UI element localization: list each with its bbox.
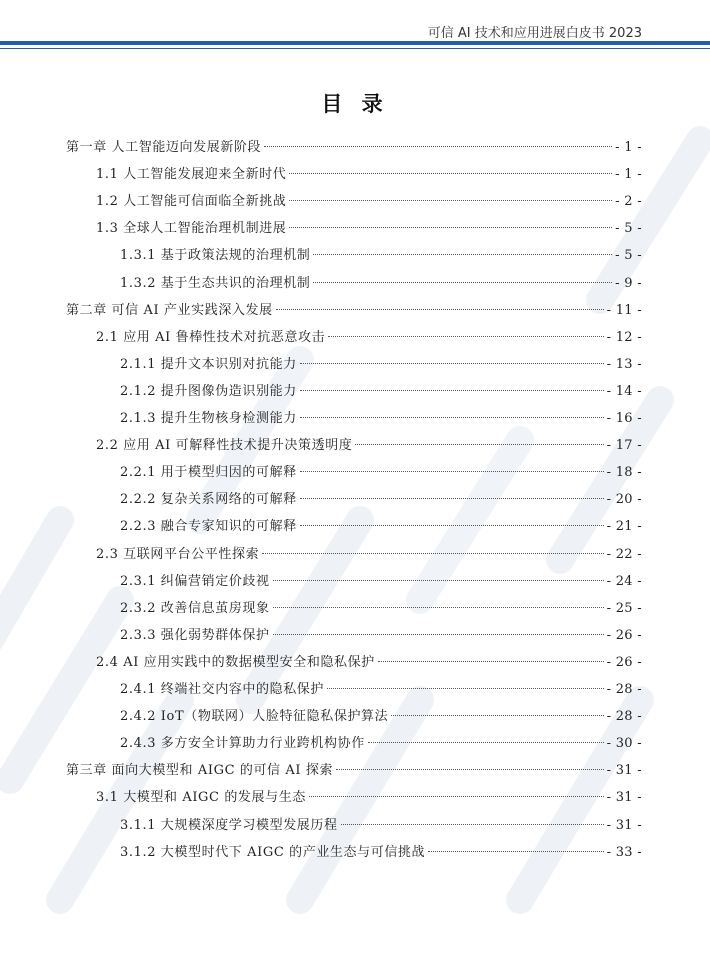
toc-leader-dots [300, 416, 604, 418]
toc-entry-label: 1.3 全球人工智能治理机制进展 [96, 221, 287, 237]
toc-leader-dots [368, 741, 604, 743]
toc-leader-dots [309, 795, 604, 797]
toc-entry-page: - 31 - [606, 763, 642, 779]
toc-entry-label: 2.4.3 多方安全计算助力行业跨机构协作 [120, 736, 365, 752]
toc-entry-page: - 5 - [615, 248, 642, 264]
toc-entry-label: 2.3.1 纠偏营销定价歧视 [120, 573, 270, 589]
toc-entry-label: 3.1.1 大规模深度学习模型发展历程 [120, 817, 338, 833]
toc-entry[interactable] [96, 328, 642, 348]
toc-entry[interactable] [120, 246, 642, 266]
toc-entry-page: - 16 - [606, 411, 642, 426]
toc-leader-dots [289, 226, 612, 228]
toc-entry[interactable] [120, 382, 642, 402]
toc-entry[interactable] [96, 219, 642, 239]
toc-leader-dots [300, 389, 604, 391]
toc-entry-page: - 30 - [606, 736, 642, 752]
toc-title: 目 录 [321, 92, 389, 116]
toc-entry[interactable] [120, 355, 642, 375]
toc-entry-label: 2.4.1 终端社交内容中的隐私保护 [120, 682, 325, 697]
toc-entry[interactable] [120, 409, 642, 429]
toc-entry-page: - 26 - [606, 627, 642, 643]
toc-entry-label: 2.3.3 强化弱势群体保护 [120, 627, 270, 643]
toc-entry-label: 1.1 人工智能发展迎来全新时代 [96, 167, 287, 183]
toc-entry-label: 3.1 大模型和 AIGC 的发展与生态 [96, 790, 306, 806]
toc-entry-page: - 22 - [606, 546, 642, 562]
toc-entry[interactable] [120, 572, 642, 592]
toc-leader-dots [273, 633, 604, 635]
toc-entry[interactable] [66, 301, 642, 321]
toc-leader-dots [276, 308, 604, 310]
toc-entry-page: - 28 - [606, 709, 642, 725]
toc-leader-dots [262, 552, 603, 554]
toc-entry-page: - 18 - [606, 465, 642, 481]
toc-entry-page: - 2 - [615, 194, 642, 210]
toc-entry-page: - 26 - [606, 654, 642, 670]
toc-entry-label: 2.3 互联网平台公平性探索 [96, 546, 260, 562]
toc-entry-page: - 28 - [606, 682, 642, 697]
toc-entry-page: - 1 - [615, 140, 642, 155]
toc-entry-label: 1.3.2 基于生态共识的治理机制 [120, 275, 311, 291]
toc-entry-page: - 24 - [606, 573, 642, 589]
toc-entry-label: 第三章 面向大模型和 AIGC 的可信 AI 探索 [66, 763, 334, 779]
toc-entry-page: - 31 - [606, 817, 642, 833]
toc-leader-dots [391, 714, 603, 716]
toc-leader-dots [300, 362, 604, 364]
toc-leader-dots [336, 768, 604, 770]
header-rule-thick [0, 41, 710, 45]
toc-leader-dots [289, 199, 612, 201]
toc-entry[interactable] [120, 843, 642, 863]
toc-leader-dots [327, 687, 604, 689]
toc-entry[interactable] [120, 517, 642, 537]
toc-leader-dots [273, 579, 604, 581]
toc-entry-page: - 33 - [606, 844, 642, 860]
toc-entry-page: - 21 - [606, 519, 642, 535]
toc-leader-dots [355, 443, 603, 445]
toc-leader-dots [300, 470, 604, 472]
toc-entry[interactable] [120, 490, 642, 510]
toc-leader-dots [264, 145, 612, 147]
toc-entry-page: - 20 - [606, 492, 642, 508]
toc-leader-dots [313, 253, 612, 255]
toc-entry-label: 2.3.2 改善信息茧房现象 [120, 600, 270, 616]
toc-entry-label: 2.2.2 复杂关系网络的可解释 [120, 492, 297, 508]
toc-leader-dots [378, 660, 604, 662]
toc-leader-dots [300, 497, 604, 499]
header-rule-thin [0, 48, 710, 49]
toc-leader-dots [328, 335, 603, 337]
toc-entry-page: - 17 - [606, 438, 642, 454]
toc-entry[interactable] [120, 463, 642, 483]
header-title: 可信 AI 技术和应用进展白皮书 2023 [427, 26, 642, 41]
toc-entry-label: 2.4 AI 应用实践中的数据模型安全和隐私保护 [96, 654, 375, 670]
toc-entry-page: - 5 - [615, 221, 642, 237]
toc-leader-dots [313, 281, 612, 283]
toc-entry-label: 2.2.3 融合专家知识的可解释 [120, 519, 297, 535]
toc-entry[interactable] [66, 761, 642, 781]
toc-entry[interactable] [120, 680, 642, 700]
toc-leader-dots [341, 823, 604, 825]
toc-entry[interactable] [120, 274, 642, 294]
toc-entry-label: 2.1 应用 AI 鲁棒性技术对抗恶意攻击 [96, 329, 326, 345]
toc-entry[interactable] [96, 653, 642, 673]
toc-entry[interactable] [120, 816, 642, 836]
toc-entry[interactable] [120, 599, 642, 619]
toc-entry-page: - 25 - [606, 600, 642, 616]
toc-entry-label: 3.1.2 大模型时代下 AIGC 的产业生态与可信挑战 [120, 844, 426, 860]
toc-leader-dots [428, 850, 603, 852]
toc-entry-page: - 9 - [615, 275, 642, 291]
toc-entry-page: - 11 - [606, 302, 642, 318]
toc-entry-label: 2.2.1 用于模型归因的可解释 [120, 465, 297, 481]
toc-entry[interactable] [96, 545, 642, 565]
toc-leader-dots [300, 524, 604, 526]
toc-entry-page: - 14 - [606, 383, 642, 399]
toc-entry[interactable] [96, 788, 642, 808]
toc-entry[interactable] [96, 192, 642, 212]
toc-entry-page: - 1 - [615, 167, 642, 183]
toc-entry-label: 2.1.1 提升文本识别对抗能力 [120, 356, 297, 372]
toc-entry[interactable] [120, 707, 642, 727]
toc-entry[interactable] [120, 626, 642, 646]
toc-entry[interactable] [120, 734, 642, 754]
toc-entry-label: 2.2 应用 AI 可解释性技术提升决策透明度 [96, 438, 353, 454]
toc-entry-label: 2.1.3 提升生物核身检测能力 [120, 411, 297, 426]
toc-entry-label: 2.4.2 IoT（物联网）人脸特征隐私保护算法 [120, 709, 389, 725]
toc-entry[interactable] [96, 436, 642, 456]
toc-entry-page: - 13 - [606, 356, 642, 372]
toc-entry-label: 第二章 可信 AI 产业实践深入发展 [66, 302, 273, 318]
toc-entry-label: 2.1.2 提升图像伪造识别能力 [120, 383, 297, 399]
toc-leader-dots [273, 606, 604, 608]
toc-entry[interactable] [96, 165, 642, 185]
toc-entry-page: - 31 - [606, 790, 642, 806]
toc-entry[interactable] [66, 138, 642, 158]
toc-entry-label: 第一章 人工智能迈向发展新阶段 [66, 140, 262, 155]
toc-leader-dots [289, 172, 612, 174]
toc-entry-page: - 12 - [606, 329, 642, 345]
toc-entry-label: 1.2 人工智能可信面临全新挑战 [96, 194, 287, 210]
toc-entry-label: 1.3.1 基于政策法规的治理机制 [120, 248, 311, 264]
